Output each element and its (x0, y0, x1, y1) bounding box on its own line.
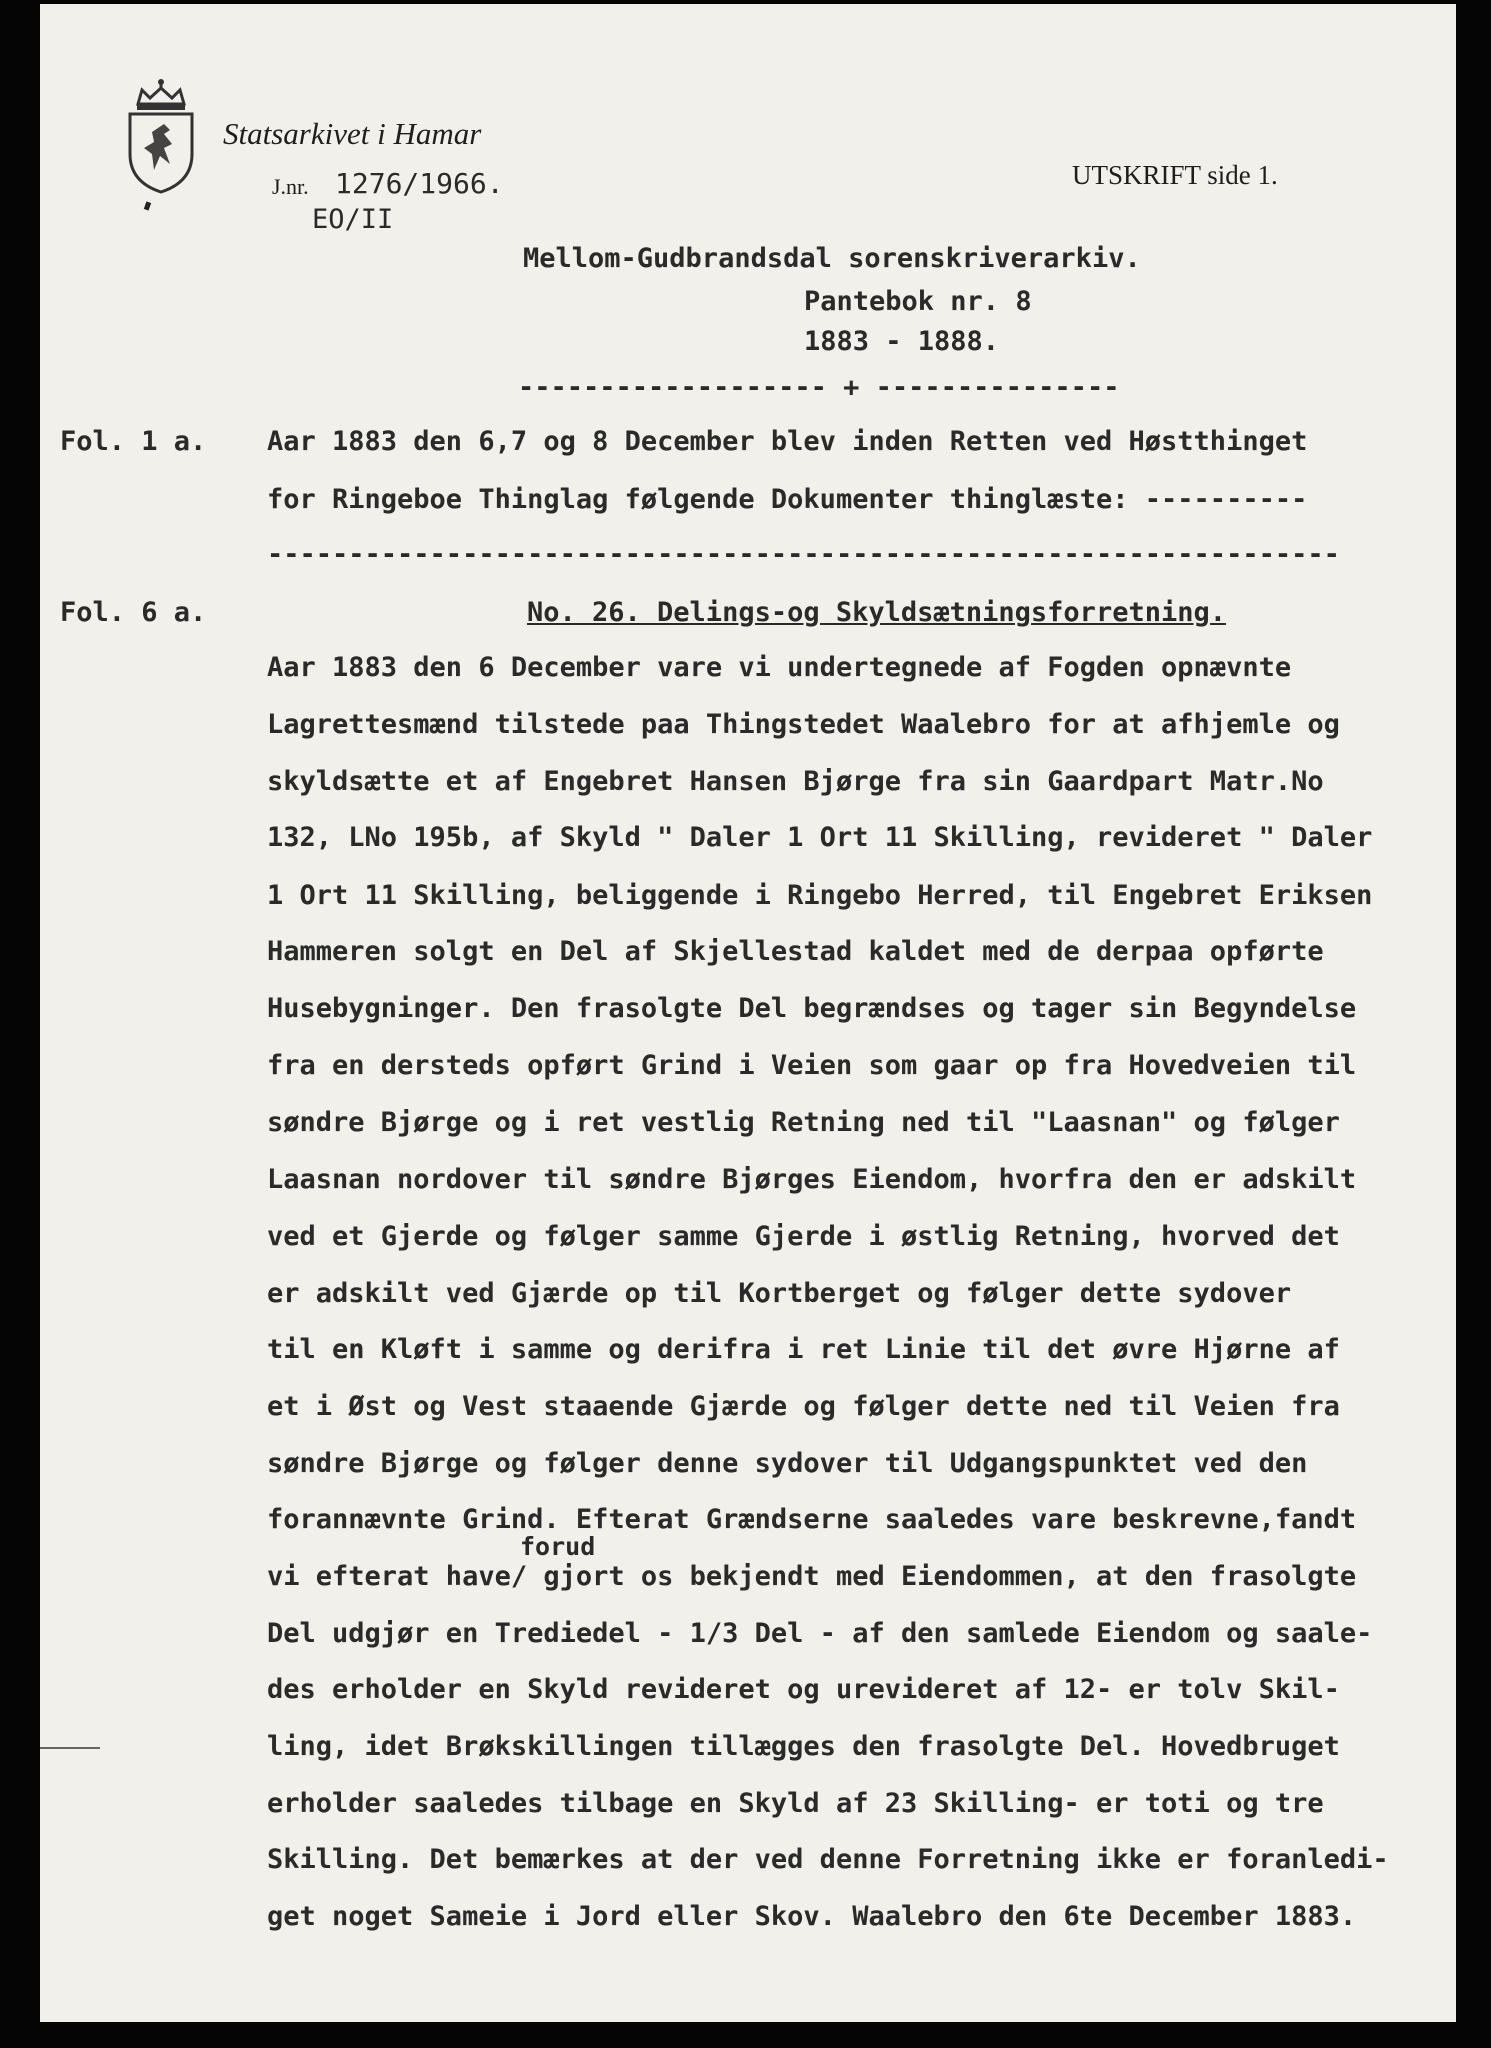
text-line: vi efterat have/ gjort os bekjendt med Eiendommen, at den frasolgte (267, 1561, 1357, 1592)
folio-label-1a: Fol. 1 a. (60, 426, 207, 457)
text-line: Husebygninger. Den frasolgte Del begrændses og tager sin Begyndelse (267, 993, 1357, 1024)
eo-reference: EO/II (312, 204, 394, 235)
text-line: Laasnan nordover til søndre Bjørges Eiendom, hvorfra den er adskilt (267, 1164, 1357, 1195)
journal-number: 1276/1966. (335, 167, 504, 200)
text-line: søndre Bjørge og følger denne sydover til Udgangspunktet ved den (267, 1448, 1308, 1479)
text-line: for Ringeboe Thinglag følgende Dokumenter thinglæste: ---------- (267, 484, 1308, 515)
text-line: 132, LNo 195b, af Skyld " Daler 1 Ort 11 Skilling, revideret " Daler (267, 822, 1373, 853)
text-line: skyldsætte et af Engebret Hansen Bjørge fra sin Gaardpart Matr.No (267, 766, 1324, 797)
text-line: des erholder en Skyld revideret og urevideret af 12- er tolv Skil- (267, 1674, 1340, 1705)
utskrift-page-label: UTSKRIFT side 1. (1072, 160, 1278, 190)
text-line: forannævnte Grind. Efterat Grændserne saaledes vare beskrevne,fandt (267, 1504, 1357, 1535)
source-years: 1883 - 1888. (804, 326, 1000, 357)
text-line: Skilling. Det bemærkes at der ved denne Forretning ikke er foranledi- (267, 1844, 1389, 1875)
text-line: get noget Sameie i Jord eller Skov. Waalebro den 6te December 1883. (267, 1901, 1357, 1932)
source-archive: Mellom-Gudbrandsdal sorenskriverarkiv. (523, 243, 1141, 274)
jnr-label: J.nr. (272, 174, 309, 199)
text-line: er adskilt ved Gjærde op til Kortberget og følger dette sydover (267, 1278, 1292, 1309)
text-line: erholder saaledes tilbage en Skyld af 23 Skilling- er toti og tre (267, 1788, 1324, 1819)
margin-rule (40, 1747, 100, 1749)
text-line: Hammeren solgt en Del af Skjellestad kaldet med de derpaa opførte (267, 936, 1324, 967)
text-line: 1 Ort 11 Skilling, beliggende i Ringebo Herred, til Engebret Eriksen (267, 880, 1373, 911)
text-line: fra en dersteds opført Grind i Veien som gaar op fra Hovedveien til (267, 1050, 1357, 1081)
text-line: Aar 1883 den 6 December vare vi undertegnede af Fogden opnævnte (267, 652, 1292, 683)
entry-heading: No. 26. Delings-og Skyldsætningsforretning. (527, 597, 1226, 628)
text-line: til en Kløft i samme og derifra i ret Linie til det øvre Hjørne af (267, 1334, 1340, 1365)
document-page (40, 4, 1456, 2022)
text-line: søndre Bjørge og i ret vestlig Retning ned til "Laasnan" og følger (267, 1107, 1340, 1138)
text-line: Aar 1883 den 6,7 og 8 December blev inden Retten ved Høstthinget (267, 426, 1308, 457)
coat-of-arms-icon (124, 74, 198, 194)
text-line: et i Øst og Vest staaende Gjærde og følger dette ned til Veien fra (267, 1391, 1340, 1422)
text-line: Del udgjør en Trediedel - 1/3 Del - af den samlede Eiendom og saale- (267, 1618, 1373, 1649)
archive-name: Statsarkivet i Hamar (223, 116, 482, 151)
folio-label-6a: Fol. 6 a. (60, 597, 207, 628)
text-line: ling, idet Brøkskillingen tillægges den frasolgte Del. Hovedbruget (267, 1731, 1340, 1762)
separator-line: ------------------- + --------------- (518, 372, 1120, 403)
text-line: Lagrettesmænd tilstede paa Thingstedet Waalebro for at afhjemle og (267, 709, 1340, 740)
source-pantebok: Pantebok nr. 8 (804, 286, 1032, 317)
insertion-note: forud (520, 1532, 596, 1561)
margin-mark (144, 201, 151, 210)
text-line: ------------------------------------------------------------------ (267, 539, 1340, 570)
text-line: ved et Gjerde og følger samme Gjerde i østlig Retning, hvorved det (267, 1221, 1340, 1252)
